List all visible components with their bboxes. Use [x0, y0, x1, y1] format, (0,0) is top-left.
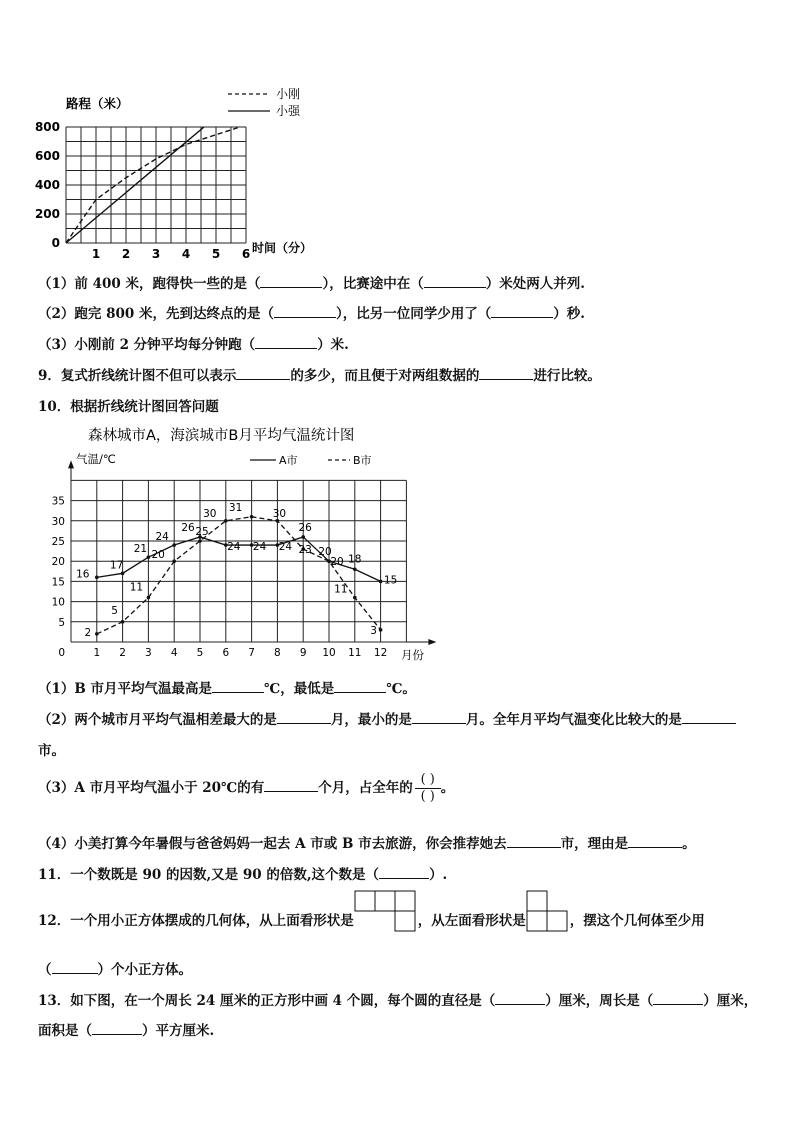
q10-sub2-cont — [38, 739, 65, 759]
data-label-A市: 20 — [318, 546, 332, 559]
data-label-B市: 11 — [334, 583, 348, 596]
y-tick-label: 20 — [51, 556, 65, 569]
data-label-B市: 20 — [330, 556, 344, 569]
fraction-numerator: ( ) — [420, 772, 435, 787]
q9-text-a: 9．复式折线统计图不但可以表示 — [38, 368, 237, 384]
q11-blank[interactable] — [379, 866, 429, 879]
y-tick-label: 30 — [51, 515, 65, 528]
data-label-B市: 23 — [298, 544, 312, 557]
x-tick-label: 2 — [119, 647, 126, 659]
q8-s1-text-b: ），比赛途中在（ — [322, 276, 424, 292]
data-point-B市 — [172, 559, 176, 563]
data-label-A市: 21 — [133, 543, 148, 556]
q8-s2-text-c: ）秒. — [553, 306, 585, 322]
q10-s2-blank1[interactable] — [277, 711, 331, 724]
x-tick-label: 12 — [373, 647, 388, 659]
q8-s1-text-a: （1）前 400 米，跑得快一些的是（ — [38, 276, 261, 292]
data-point-A市 — [379, 580, 383, 584]
legend-a: A市 — [279, 454, 298, 467]
x-tick-label: 10 — [322, 647, 336, 659]
q11 — [38, 863, 447, 883]
data-point-A市 — [95, 576, 99, 580]
q10-s1-blank1[interactable] — [212, 680, 264, 693]
legend-xiaoqiang: 小强 — [276, 104, 301, 118]
y-tick-label: 5 — [58, 616, 65, 629]
data-point-A市 — [301, 535, 305, 539]
data-point-A市 — [121, 572, 125, 576]
q10-title — [38, 395, 219, 415]
q11-text-b: ）. — [429, 867, 448, 883]
data-label-B市: 11 — [129, 581, 144, 594]
y-tick-label: 800 — [34, 120, 60, 134]
q8-s2-text-a: （2）跑完 800 米，先到达终点的是（ — [38, 306, 274, 322]
data-point-A市 — [353, 567, 357, 571]
q9 — [38, 364, 601, 384]
q9-blank2[interactable] — [479, 367, 533, 380]
x-tick-label: 2 — [121, 247, 131, 258]
y-tick-label: 0 — [51, 236, 60, 250]
x-tick-label: 9 — [299, 647, 307, 659]
q10-sub1 — [38, 677, 416, 697]
x-tick-label: 1 — [93, 647, 101, 659]
q10-s3-blank1[interactable] — [264, 779, 318, 792]
series-line-B市 — [97, 517, 381, 634]
q12-text-c: ，摆这个几何体至少用 — [569, 913, 705, 929]
q10-s2-blank2[interactable] — [412, 711, 466, 724]
x-tick-label: 3 — [151, 247, 161, 258]
q8-s1-text-c: ）米处两人并列. — [485, 276, 585, 292]
q10-s4-blank2[interactable] — [628, 835, 682, 848]
data-point-B市 — [95, 632, 99, 636]
q10-title-text: 10．根据折线统计图回答问题 — [38, 399, 219, 415]
data-label-A市: 15 — [383, 574, 398, 587]
q13 — [38, 989, 757, 1009]
data-point-B市 — [121, 620, 125, 624]
q8-s1-blank2[interactable] — [424, 275, 486, 288]
top-view-figure — [354, 890, 418, 932]
q10-s1-text-b: ℃，最低是 — [264, 681, 335, 697]
q10-sub4 — [38, 832, 696, 852]
q10-sub2 — [38, 708, 736, 728]
data-label-A市: 26 — [181, 521, 195, 534]
y-axis-arrow — [68, 460, 74, 468]
data-point-B市 — [198, 539, 202, 543]
q10-s4-blank1[interactable] — [507, 835, 561, 848]
y-tick-label: 15 — [51, 576, 65, 589]
chart1-ylabel: 路程（米） — [66, 96, 129, 111]
q10-sub3 — [38, 772, 454, 805]
x-tick-label: 6 — [241, 247, 251, 258]
data-point-B市 — [224, 519, 228, 523]
q10-s4-text-c: 。 — [682, 836, 696, 852]
data-label-A市: 17 — [109, 559, 124, 572]
data-point-B市 — [147, 596, 151, 600]
data-label-B市: 31 — [228, 501, 243, 514]
origin-label: 0 — [58, 647, 65, 659]
q10-s4-text-b: 市，理由是 — [560, 836, 629, 852]
data-point-B市 — [379, 628, 383, 632]
x-tick-label: 5 — [196, 647, 204, 659]
fraction-denominator: ( ) — [420, 789, 435, 804]
q8-s1-blank1[interactable] — [260, 275, 322, 288]
y-tick-label: 200 — [34, 207, 60, 221]
q8-s3-text-a: （3）小刚前 2 分钟平均每分钟跑（ — [38, 337, 256, 353]
data-point-B市 — [250, 515, 254, 519]
data-label-B市: 30 — [203, 507, 217, 520]
data-label-A市: 18 — [348, 553, 362, 566]
q12-blank[interactable] — [52, 961, 98, 974]
y-tick-label: 600 — [34, 149, 60, 163]
data-label-B市: 5 — [111, 604, 118, 617]
q8-sub1 — [38, 272, 585, 292]
data-label-A市: 24 — [155, 531, 169, 544]
q10-s3-text-c: 。 — [440, 780, 455, 796]
left-view-figure — [526, 890, 570, 932]
q10-s1-blank2[interactable] — [334, 680, 386, 693]
q8-s2-blank2[interactable] — [491, 305, 553, 318]
q9-blank1[interactable] — [236, 367, 290, 380]
q11-text-a: 11．一个数既是 90 的因数,又是 90 的倍数,这个数是（ — [38, 867, 380, 883]
q10-s2-blank3[interactable] — [682, 711, 736, 724]
q13-blank1[interactable] — [495, 992, 545, 1005]
data-label-B市: 30 — [272, 507, 287, 520]
chart2-ylabel: 气温/℃ — [76, 452, 116, 466]
data-point-A市 — [147, 555, 151, 559]
data-label-A市: 24 — [278, 541, 293, 554]
q10-s2-text-d: 市。 — [38, 743, 65, 759]
data-label-B市: 20 — [151, 549, 165, 562]
data-label-A市: 26 — [298, 521, 312, 534]
q8-s2-text-b: ），比另一位同学少用了（ — [335, 306, 492, 322]
chart2-xlabel: 月份 — [401, 648, 424, 662]
q10-s4-text-a: （4）小美打算今年暑假与爸爸妈妈一起去 A 市或 B 市去旅游，你会推荐她去 — [38, 836, 507, 852]
x-tick-label: 8 — [274, 647, 281, 659]
data-label-B市: 25 — [195, 526, 209, 538]
x-tick-label: 7 — [248, 647, 255, 659]
q8-s3-text-b: ）米. — [317, 337, 349, 353]
q13-text-b: ）厘米，周长是（ — [545, 993, 654, 1009]
q8-s2-blank1[interactable] — [274, 305, 336, 318]
q10-s3-fraction[interactable] — [415, 772, 441, 805]
q12-text-e: ）个小正方体。 — [97, 962, 192, 978]
data-label-A市: 24 — [227, 541, 241, 554]
q10-s2-text-b: 月，最小的是 — [330, 712, 412, 728]
q10-s2-text-c: 月。全年月平均气温变化比较大的是 — [465, 712, 682, 728]
y-tick-label: 25 — [51, 536, 65, 548]
legend-b: B市 — [353, 454, 372, 467]
q8-sub2 — [38, 302, 585, 322]
q13-blank3[interactable] — [92, 1022, 142, 1035]
q8-sub3 — [38, 333, 349, 353]
x-tick-label: 11 — [348, 647, 362, 659]
q9-text-b: 的多少，而且便于对两组数据的 — [290, 368, 480, 384]
q10-s1-text-a: （1）B 市月平均气温最高是 — [38, 681, 213, 697]
q8-s3-blank1[interactable] — [255, 336, 317, 349]
q13-blank2[interactable] — [653, 992, 703, 1005]
q10-s2-text-a: （2）两个城市月平均气温相差最大的是 — [38, 712, 277, 728]
q12-text-a: 12．一个用小正方体摆成的几何体，从上面看形状是 — [38, 913, 354, 929]
temperature-chart — [50, 422, 450, 667]
q12-text-b: ，从左面看形状是 — [417, 913, 526, 929]
x-tick-label: 4 — [181, 247, 191, 258]
x-tick-label: 6 — [222, 647, 230, 659]
y-tick-label: 400 — [34, 178, 60, 192]
x-tick-label: 3 — [145, 647, 152, 659]
q13-text-a: 13．如下图，在一个周长 24 厘米的正方形中画 4 个圆，每个圆的直径是（ — [38, 993, 496, 1009]
q13-text-e: ）平方厘米. — [142, 1023, 215, 1039]
y-tick-label: 10 — [51, 596, 65, 609]
x-tick-label: 4 — [170, 647, 178, 659]
q12 — [38, 909, 705, 932]
q9-text-c: 进行比较。 — [533, 368, 601, 384]
q10-s3-text-a: （3）A 市月平均气温小于 20℃的有 — [38, 780, 265, 796]
x-tick-label: 5 — [211, 247, 221, 258]
data-label-B市: 2 — [84, 626, 92, 639]
x-axis-arrow — [428, 639, 436, 645]
data-label-A市: 24 — [252, 541, 267, 554]
distance-time-chart — [30, 78, 360, 258]
y-tick-label: 35 — [51, 495, 65, 508]
q13-cont — [38, 1019, 214, 1039]
data-point-A市 — [172, 543, 176, 547]
q10-s3-text-b: 个月，占全年的 — [318, 780, 413, 796]
data-label-A市: 16 — [76, 568, 90, 581]
chart1-xlabel: 时间（分） — [252, 241, 313, 255]
q12-cont — [38, 958, 192, 978]
data-point-B市 — [353, 596, 357, 600]
x-tick-label: 1 — [91, 247, 101, 258]
legend-xiaogang: 小刚 — [276, 87, 301, 101]
q12-text-d: （ — [38, 962, 52, 978]
data-label-B市: 3 — [370, 624, 377, 637]
q10-s1-text-c: ℃。 — [386, 681, 416, 697]
q13-text-c: ）厘米， — [703, 993, 758, 1009]
q13-text-d: 面积是（ — [38, 1023, 92, 1039]
chart2-title: 森林城市A，海滨城市B月平均气温统计图 — [88, 428, 355, 444]
